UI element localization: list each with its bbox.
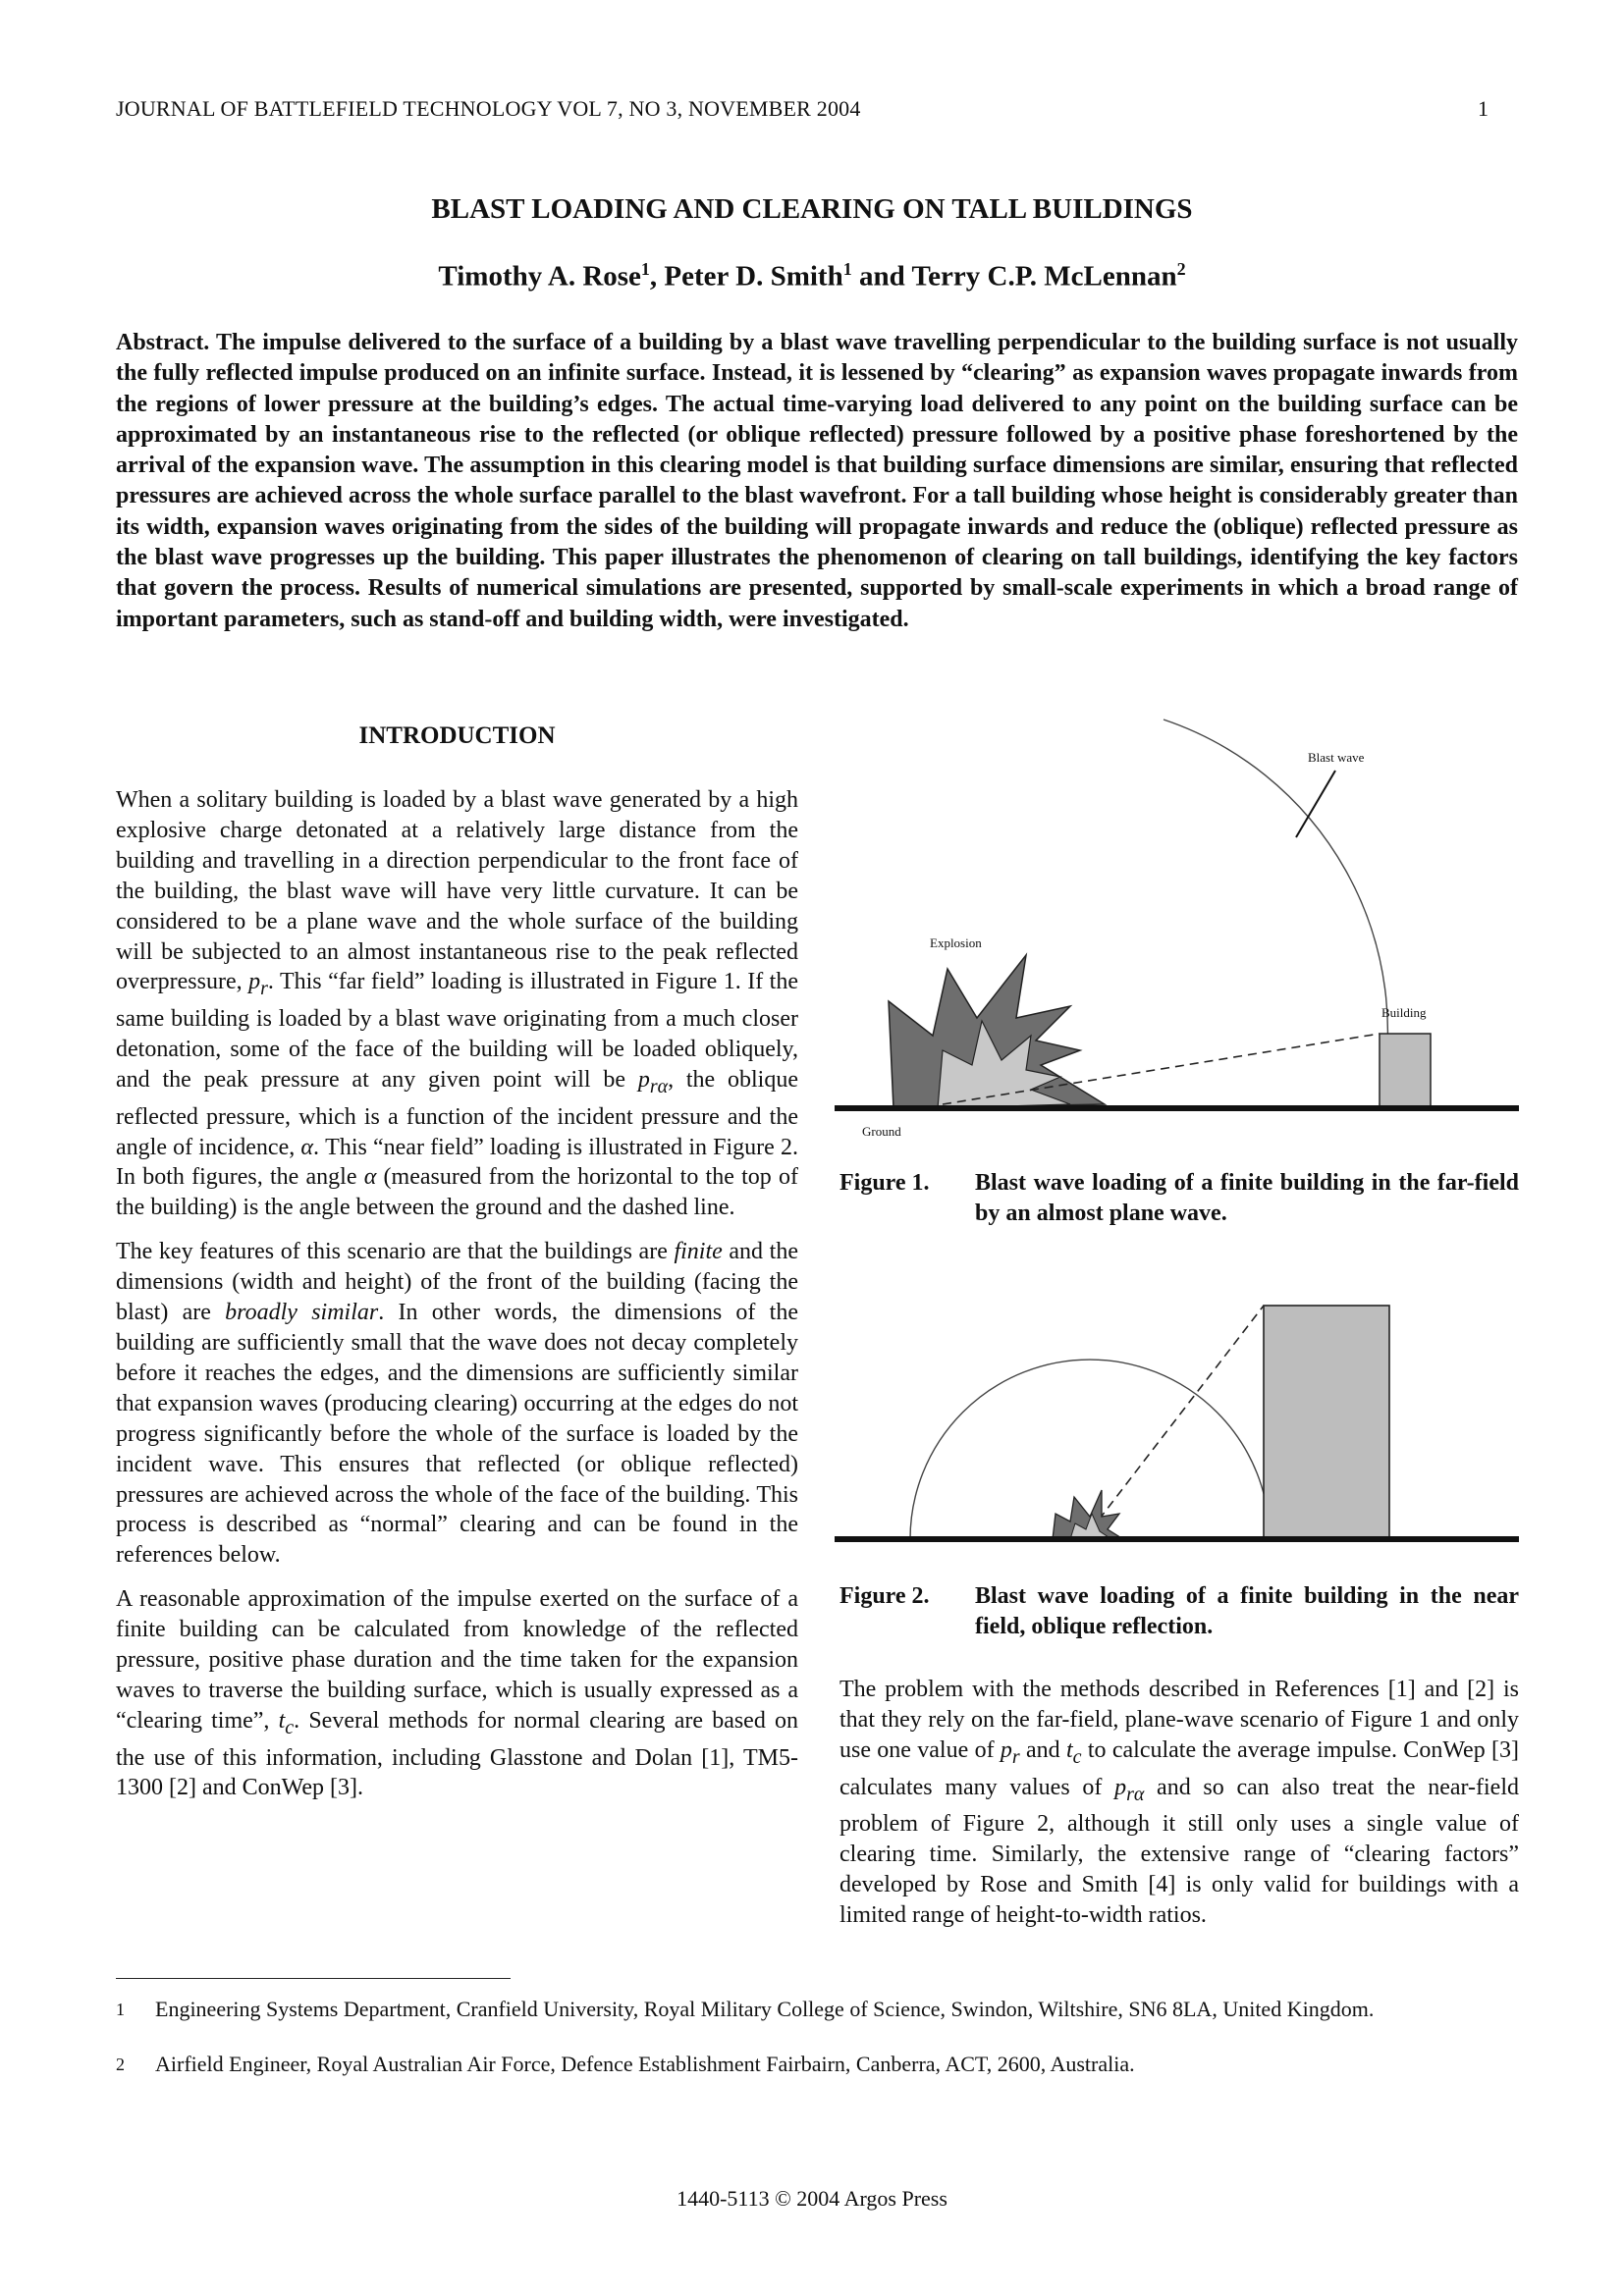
caption-text: Blast wave loading of a finite building in the far-field by an almost plane wave. bbox=[975, 1170, 1519, 1226]
running-header: JOURNAL OF BATTLEFIELD TECHNOLOGY VOL 7, NO 3, NOVEMBER 2004 bbox=[116, 96, 861, 121]
dashed-line bbox=[1090, 1306, 1264, 1531]
figure-2-diagram bbox=[835, 1296, 1532, 1551]
building bbox=[1264, 1306, 1389, 1539]
caption-text: Blast wave loading of a finite building in the near field, oblique reflection. bbox=[975, 1583, 1519, 1639]
footnote-rule bbox=[116, 1978, 511, 1979]
paragraph: A reasonable approximation of the impulse exerted on the surface of a finite building can be calculated from knowledge of the reflected pressure, positive phase duration and the time taken for the expansion waves to traverse the building surface, which is usually expressed as a “clearing time”, $t_c$. Several methods for normal clearing are based on the use of this information, including Glasstone and Dolan [1], TM5-1300 [2] and ConWep [3]. bbox=[116, 1586, 799, 1801]
symbol-alpha: α bbox=[363, 1164, 377, 1191]
blast-wave-label: Blast wave bbox=[1308, 750, 1365, 765]
left-column bbox=[116, 785, 798, 1817]
paper-title: BLAST LOADING AND CLEARING ON TALL BUILDINGS bbox=[431, 193, 1193, 225]
building-label: Building bbox=[1381, 1005, 1427, 1020]
section-heading-introduction: INTRODUCTION bbox=[358, 722, 556, 749]
figure-label: Figure 2. bbox=[839, 1583, 930, 1609]
paragraph: The key features of this scenario are that the buildings are finite and the dimensions (width and height) of the front of the building (facing the blast) are broadly similar. In other words, the dimensions of the building are sufficiently small that the wave does not decay completely before it reaches the edges, and the dimensions are sufficiently similar that expansion waves (producing clearing) occurring at the edges do not progress significantly before the whole of the surface is loaded by the incident wave. This ensures that reflected (or oblique reflected) pressures are achieved across the whole of the face of the building. This process is described as “normal” clearing and can be found in the references below. bbox=[116, 1239, 799, 1569]
author-name: Peter D. Smith bbox=[664, 260, 843, 293]
footnote bbox=[116, 1997, 1559, 2052]
blast-wave-pointer bbox=[1296, 771, 1335, 837]
footnote-text: Airfield Engineer, Royal Australian Air Force, Defence Establishment Fairbairn, Canberra, ACT, 2600, Australia. bbox=[155, 2052, 1135, 2076]
blast-wave-arc bbox=[910, 1360, 1270, 1539]
symbol-pr: $p_r$ bbox=[248, 969, 268, 1000]
footnote bbox=[116, 2052, 1559, 2081]
author-affiliation-mark: 2 bbox=[1176, 259, 1186, 279]
figure-2-caption bbox=[839, 1581, 1519, 1650]
author-name: Terry C.P. McLennan bbox=[911, 260, 1177, 293]
building bbox=[1380, 1034, 1431, 1106]
explosion-label: Explosion bbox=[930, 935, 982, 950]
symbol-pr: $p_r$ bbox=[1000, 1736, 1020, 1768]
author-list bbox=[0, 259, 1624, 294]
author-separator: and bbox=[851, 260, 912, 293]
figure-label: Figure 1. bbox=[839, 1170, 930, 1196]
abstract: Abstract. The impulse delivered to the surface of a building by a blast wave travelling perpendicular to the building surface is not usually the fully reflected impulse produced on an infinite surface. Instead, it is lessened by “clearing” as expansion waves propagate inwards from the regions of lower pressure at the building’s edges. The actual time-varying load delivered to any point on the building surface can be approximated by an instantaneous rise to the reflected (or oblique reflected) pressure followed by a positive phase foreshortened by the arrival of the expansion wave. The assumption in this clearing model is that building surface dimensions are similar, ensuring that reflected pressures are achieved across the whole surface parallel to the blast wavefront. For a tall building whose height is considerably greater than its width, expansion waves originating from the sides of the building will propagate inwards and reduce the (oblique) reflected pressure as the blast wave progresses up the building. This paper illustrates the phenomenon of clearing on tall buildings, identifying the key factors that govern the process. Results of numerical simulations are presented, supported by small-scale experiments in which a broad range of important parameters, such as stand-off and building width, were investigated. bbox=[116, 330, 1518, 632]
author-name: Timothy A. Rose bbox=[438, 260, 641, 293]
symbol-pra: $p_{r\alpha}$ bbox=[1114, 1774, 1145, 1805]
figure-1-caption bbox=[839, 1168, 1519, 1237]
page-footer-issn: 1440-5113 © 2004 Argos Press bbox=[677, 2186, 947, 2211]
ground-label: Ground bbox=[862, 1124, 901, 1139]
author-affiliation-mark: 1 bbox=[640, 259, 650, 279]
paragraph: The problem with the methods described in References [1] and [2] is that they rely on the far-field, plane-wave scenario of Figure 1 and only use one value of $p_r$ and $t_c$ to calculate the average impulse. ConWep [3] calculates many values of $p_{r\alpha}$ and so can also treat the near-field problem of Figure 2, although it still only uses a single value of clearing time. Similarly, the extensive range of “clearing factors” developed by Rose and Smith [4] is only valid for buildings with a limited range of height-to-width ratios. bbox=[839, 1677, 1520, 1928]
symbol-tc: $t_c$ bbox=[278, 1707, 295, 1738]
figure-1-diagram bbox=[835, 712, 1532, 1153]
author-separator: , bbox=[649, 260, 665, 293]
blast-wave-arc bbox=[1164, 720, 1387, 1104]
symbol-pra: $p_{r\alpha}$ bbox=[637, 1066, 669, 1097]
footnote-text: Engineering Systems Department, Cranfield University, Royal Military College of Science, Swindon, Wiltshire, SN6 8LA, United Kingdom. bbox=[155, 1997, 1375, 2021]
symbol-alpha: α bbox=[300, 1134, 313, 1160]
paragraph: When a solitary building is loaded by a blast wave generated by a high explosive charge detonated at a relatively large distance from the building and travelling in a direction perpendicular to the front face of the building, the blast wave will have very little curvature. It can be considered to be a plane wave and the whole surface of the building will be subjected to an almost instantaneous rise to the peak reflected overpressure, $p_r$. This “far field” loading is illustrated in Figure 1. If the same building is loaded by a blast wave originating from a much closer detonation, some of the face of the building will be loaded obliquely, and the peak pressure at any given point will be $p_{r\alpha}$, the oblique reflected pressure, which is a function of the incident pressure and the angle of incidence, α. This “near field” loading is illustrated in Figure 2. In both figures, the angle α (measured from the horizontal to the top of the building) is the angle between the ground and the dashed line. bbox=[116, 787, 798, 1221]
footnote-number: 2 bbox=[116, 2055, 125, 2074]
author-affiliation-mark: 1 bbox=[842, 259, 852, 279]
symbol-tc: $t_c$ bbox=[1065, 1736, 1082, 1768]
footnote-number: 1 bbox=[116, 2000, 125, 2019]
page-number: 1 bbox=[1478, 96, 1489, 121]
right-column-paragraph bbox=[839, 1675, 1519, 1945]
